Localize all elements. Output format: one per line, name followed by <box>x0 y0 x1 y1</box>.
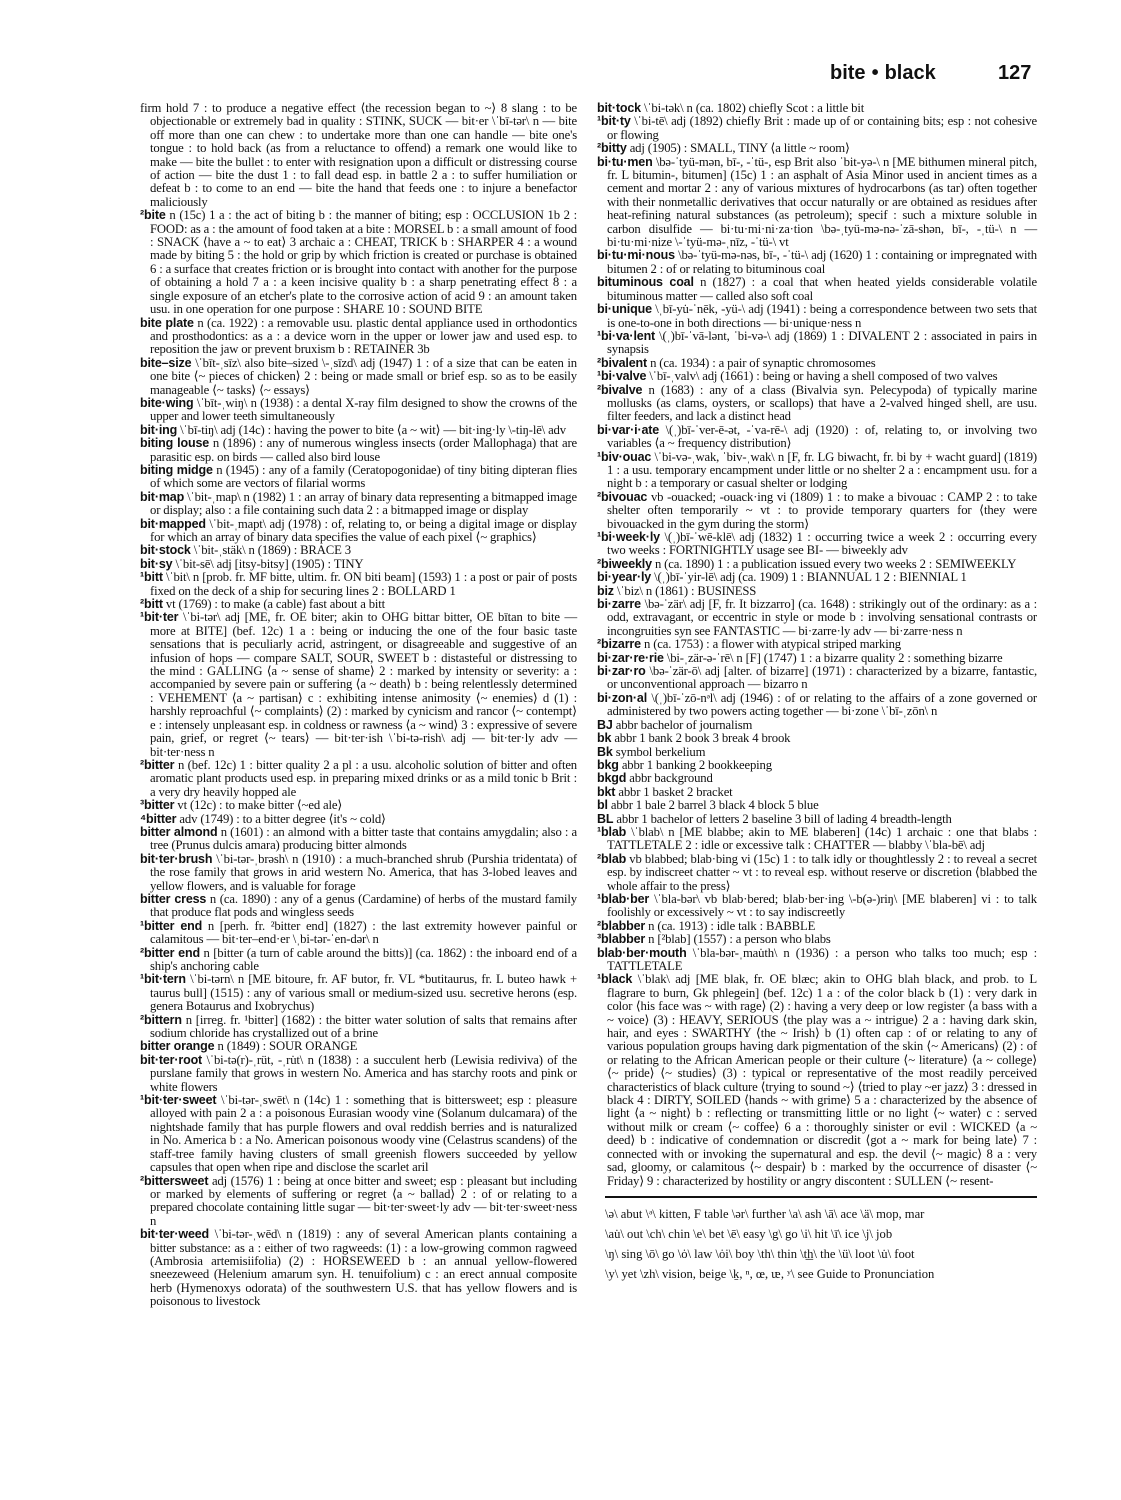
entry-definition: \(ˌ)bī-ˈzō-nᵊl\ adj (1946) : of or relating to the affairs of a zone governed or administered by two powers acting together — bi·zone \ˈbī-ˌzōn\ n <box>607 690 1037 719</box>
dictionary-entry <box>597 772 1037 785</box>
dictionary-entry <box>140 1040 577 1053</box>
entry-definition: \ˈblak\ adj [ME blak, fr. OE blæc; akin to OHG blah black, and prob. to L flagrare to burn, Gk phlegein] (bef. 12c) 1 a : of the color black b (1) : very dark in color ⟨his face was ~ with rage⟩ (2) : having a very deep or low register ⟨a bass with a ~ voice⟩ (3) : HEAVY, SERIOUS ⟨the play was a ~ intrigue⟩ 2 a : having dark skin, hair, and eyes : SWARTHY ⟨the ~ Irish⟩ b (1) often cap : of or relating to any of various population groups having dark pigmentation of the skin ⟨~ Americans⟩ (2) : of or relating to the African American people or their culture ⟨~ literature⟩ ⟨a ~ college⟩ ⟨~ pride⟩ ⟨~ studies⟩ (3) : typical or representative of the most readily perceived characteristics of black culture ⟨trying to sound ~⟩ ⟨tried to play ~er jazz⟩ 3 : dressed in black 4 : DIRTY, SOILED ⟨hands ~ with grime⟩ 5 a : characterized by the absence of light ⟨a ~ night⟩ b : reflecting or transmitting little or no light ⟨~ water⟩ c : served without milk or cream ⟨~ coffee⟩ 6 a : thoroughly sinister or evil : WICKED ⟨a ~ deed⟩ b : indicative of condemnation or discredit ⟨got a ~ mark for being late⟩ 7 : connected with or invoking the supernatural and esp. the devil ⟨~ magic⟩ 8 a : very sad, gloomy, or calamitous ⟨~ despair⟩ b : marked by the occurrence of disaster ⟨~ Friday⟩ 9 : characterized by hostility or angry discontent : SULLEN ⟨~ resent- <box>607 972 1037 1188</box>
entry-definition: \ˈbi-tək\ n (ca. 1802) chiefly Scot : a little bit <box>643 101 865 115</box>
dictionary-entry <box>140 853 577 893</box>
entry-definition: \bə-ˈzär-ō\ adj [alter. of bizarre] (1971) : characterized by a bizarre, fantastic, or unconventional approach — bizarro n <box>607 664 1037 692</box>
dictionary-entry <box>597 102 1037 115</box>
dictionary-entry <box>597 665 1037 692</box>
entry-headword: Bk <box>597 744 613 759</box>
dictionary-entry <box>597 303 1037 330</box>
entry-definition: \(ˌ)bī-ˈvā-lənt, ˈbi-və-\ adj (1869) 1 : DIVALENT 2 : associated in pairs in synapsis <box>607 328 1037 357</box>
dictionary-entry <box>597 786 1037 799</box>
dictionary-entry <box>597 947 1037 974</box>
guide-words <box>830 62 936 85</box>
entry-definition: abbr background <box>629 771 713 786</box>
left-column <box>140 102 577 1309</box>
entry-headword: ¹bit·ter <box>140 610 179 625</box>
dictionary-entry <box>597 330 1037 357</box>
dictionary-entry <box>597 598 1037 638</box>
entry-headword: bit·ter·weed <box>140 1227 210 1242</box>
dictionary-entry <box>597 249 1037 276</box>
entry-definition: \(ˌ)bī-ˈwē-klē\ adj (1832) 1 : occurring twice a week 2 : occurring every two weeks : FORTNIGHTLY usage see BI- — biweekly adv <box>607 530 1037 558</box>
entry-definition: \ˈbi-tər-ˌwēd\ n (1819) : any of several American plants containing a bitter substance: as a : either of two ragweeds: (1) : a low-growing common ragweed (Ambrosia artemisiifolia) (2) : HORSEWEED b : an annual yellow-flowered sneezeweed (Helenium amarum syn. H. tenuifolium) c : an erect annual composite herb (Hymenoxys odorata) of the southwestern U.S. that has yellow flowers and is poisonous to livestock <box>150 1227 577 1309</box>
dictionary-entry <box>140 1228 577 1308</box>
entry-definition: vt (1769) : to make (a cable) fast about a bitt <box>165 597 386 612</box>
entry-headword: bitter orange <box>140 1039 215 1054</box>
pronunciation-key-line: \y\ yet \zh\ vision, beige \ḵ, ⁿ, œ, ᵫ, ʸ\ see Guide to Pronunciation <box>605 1266 935 1281</box>
entry-headword: bkgd <box>597 771 627 786</box>
entry-definition: symbol berkelium <box>615 744 706 759</box>
entry-definition: firm hold 7 : to produce a negative effect ⟨the recession began to ~⟩ 8 slang : to be objectionable or extremely bad in quality : STINK, SUCK — bit·er \ˈbī-tər\ n — bite off more than one can chew : to undertake more than one can handle — bite one's tongue : to hold back (as from a reluctance to offend) a remark one would like to make — bite the bullet : to enter with resignation upon a difficult or distressing course of action — bite the dust 1 : to fall dead esp. in battle 2 a : to suffer humiliation or defeat b : to come to an end — bite the hand that feeds one : to injure a benefactor maliciously <box>140 101 577 209</box>
entry-definition: n [irreg. fr. ¹bitter] (1682) : the bitter water solution of salts that remains after sodium chloride has crystallized out of a brine <box>150 1012 577 1041</box>
entry-headword: ²blabber <box>597 918 646 933</box>
entry-headword: ³bitter <box>140 798 175 813</box>
dictionary-entry <box>140 947 577 974</box>
dictionary-entry <box>597 973 1037 1188</box>
dictionary-entry <box>597 558 1037 571</box>
entry-headword: ²bitty <box>597 141 627 156</box>
entry-definition: abbr bachelor of journalism <box>615 717 753 732</box>
entry-definition: \(ˌ)bī-ˈyir-lē\ adj (ca. 1909) 1 : BIANNUAL 1 2 : BIENNIAL 1 <box>654 570 967 585</box>
dictionary-entry <box>597 156 1037 250</box>
dictionary-entry <box>597 813 1037 826</box>
entry-definition: \bə-ˈzär\ adj [F, fr. It bizzarro] (ca. 1648) : strikingly out of the ordinary: as a : odd, extravagant, or eccentric in style or mode b : involving sensational contrasts or incongruities syn see FANTASTIC — bi·zarre·ly adv — bi·zarre·ness n <box>607 597 1037 638</box>
entry-headword: ¹bit·ty <box>597 114 631 129</box>
dictionary-entry <box>597 719 1037 732</box>
dictionary-entry <box>597 451 1037 491</box>
dictionary-entry <box>140 518 577 545</box>
pronunciation-key <box>605 1196 1037 1284</box>
dictionary-entry <box>597 531 1037 558</box>
dictionary-entry <box>597 920 1037 933</box>
dictionary-entry <box>140 397 577 424</box>
entry-definition: n (ca. 1753) : a flower with atypical striped marking <box>644 637 901 652</box>
dictionary-entry <box>140 826 577 853</box>
dictionary-entry <box>597 571 1037 584</box>
entry-headword: ²bitter <box>140 757 175 772</box>
entry-headword: bit·mapped <box>140 516 206 531</box>
entry-definition: \ˈbiz\ n (1861) : BUSINESS <box>616 583 757 598</box>
entry-headword: ¹bit·tern <box>140 972 186 987</box>
entry-headword: biz <box>597 583 614 598</box>
entry-definition: \ˈbit-ˌmapt\ adj (1978) : of, relating to, or being a digital image or display for which an array of binary data specifies the value of each pixel ⟨~ graphics⟩ <box>150 516 577 544</box>
dictionary-entry <box>140 102 577 209</box>
entry-definition: n (ca. 1934) : a pair of synaptic chromosomes <box>650 355 876 370</box>
dictionary-entry <box>140 1054 577 1094</box>
entry-definition: vb blabbed; blab·bing vi (15c) 1 : to talk idly or thoughtlessly 2 : to reveal a secret esp. by indiscreet chatter ~ vt : to reveal esp. without reserve or discretion ⟨blabbed the whole affair to the press⟩ <box>607 851 1037 893</box>
entry-definition: adv (1749) : to a bitter degree ⟨it's ~ cold⟩ <box>179 811 386 826</box>
entry-definition: \ˈbit\ n [prob. fr. MF bitte, ultim. fr. ON biti beam] (1593) 1 : a post or pair of posts fixed on the deck of a ship for securing lines 2 : BOLLARD 1 <box>150 570 577 598</box>
guide-word-last: black <box>884 62 936 84</box>
dictionary-entry <box>140 611 577 758</box>
entry-headword: bit·map <box>140 489 185 504</box>
entry-definition: \ˈbit-ˌmap\ n (1982) 1 : an array of binary data representing a bitmapped image or display; also : a file containing such data 2 : a bitmapped image or display <box>150 489 577 518</box>
entry-headword: bit·ter·root <box>140 1052 203 1067</box>
entry-definition: \ˈbit-sē\ adj [itsy-bitsy] (1905) : TINY <box>175 556 364 571</box>
dictionary-entry <box>597 491 1037 531</box>
entry-definition: \ˈblab\ n [ME blabbe; akin to ME blaberen] (14c) 1 archaic : one that blabs : TATTLETALE 2 : idle or excessive talk : CHATTER — blabby \ˈbla-bē\ adj <box>607 824 1037 853</box>
dictionary-entry <box>140 813 577 826</box>
entry-definition: n [²blab] (1557) : a person who blabs <box>648 932 831 947</box>
entry-definition: \bə-ˈtyü-mə-nəs, bī-, -ˈtü-\ adj (1620) 1 : containing or impregnated with bitumen 2 : of or relating to bituminous coal <box>607 248 1037 276</box>
dictionary-entry <box>140 759 577 799</box>
dictionary-entry <box>140 1014 577 1041</box>
dictionary-entry <box>597 370 1037 383</box>
entry-headword: ²bitt <box>140 597 163 612</box>
entry-headword: ¹bi·week·ly <box>597 530 660 544</box>
dictionary-entry <box>597 692 1037 719</box>
pronunciation-key-line: \ə\ abut \ᵊ\ kitten, F table \ər\ further \a\ ash \ā\ ace \ä\ mop, mar <box>605 1206 925 1221</box>
entry-headword: bite–size <box>140 355 192 370</box>
entry-definition: \ˈbi-tər-ˌswēt\ n (14c) 1 : something that is bittersweet; esp : pleasure alloyed with pain 2 a : a poisonous Eurasian woody vine (Solanum dulcamara) of the nightshade family that has purple flowers and oval reddish berries and is naturalized in No. America b : a No. American poisonous woody vine (Celastrus scandens) of the staff-tree family having clusters of small greenish flowers succeeded by yellow capsules that open when ripe and disclose the scarlet aril <box>150 1093 577 1175</box>
entry-headword: bite·wing <box>140 395 194 410</box>
entry-definition: adj (1576) 1 : being at once bitter and sweet; esp : pleasant but including or marked by elements of suffering or regret ⟨a ~ ballad⟩ 2 : of or relating to a prepared chocolate containing little sugar — bit·ter·sweet·ly adv — bit·ter·sweet·ness n <box>150 1173 577 1228</box>
entry-definition: n (ca. 1890) : any of a genus (Cardamine) of herbs of the mustard family that produce flat pods and wingless seeds <box>150 891 577 920</box>
entry-definition: n (1601) : an almond with a bitter taste that contains amygdalin; also : a tree (Prunus dulcis amara) producing bitter almonds <box>150 824 577 853</box>
dictionary-entry <box>140 464 577 491</box>
right-column <box>597 102 1037 1284</box>
entry-headword: bit·tock <box>597 101 641 115</box>
entry-headword: ¹bitter end <box>140 918 203 933</box>
entry-definition: \ˌbī-yu̇-ˈnēk, -yü-\ adj (1941) : being a correspondence between two sets that is one-to-one in both directions — bi·unique·ness n <box>607 302 1037 330</box>
entry-headword: ¹biv·ouac <box>597 449 652 464</box>
dictionary-entry <box>140 317 577 357</box>
entry-definition: n (ca. 1913) : idle talk : BABBLE <box>648 918 816 933</box>
entry-headword: bit·ter·brush <box>140 851 213 866</box>
entry-definition: adj (1905) : SMALL, TINY ⟨a little ~ room⟩ <box>629 141 850 156</box>
dictionary-entry <box>597 799 1037 812</box>
entry-headword: ¹blab·ber <box>597 891 650 906</box>
entry-definition: abbr 1 bachelor of letters 2 baseline 3 bill of lading 4 breadth-length <box>616 811 952 826</box>
dictionary-entry <box>140 424 577 437</box>
entry-headword: BL <box>597 811 614 826</box>
entry-headword: bi·tu·men <box>597 154 653 169</box>
dictionary-entry <box>140 598 577 611</box>
entry-definition: \ˈbi-tər-ˌbrəsh\ n (1910) : a much-branched shrub (Purshia tridentata) of the rose family that grows in arid western No. America, that has 3-lobed leaves and yellow flowers, and is valuable for forage <box>150 851 577 893</box>
dictionary-entry <box>597 893 1037 920</box>
entry-definition: \ˈbi-və-ˌwak, ˈbiv-ˌwak\ n [F, fr. LG biwacht, fr. bi by + wacht guard] (1819) 1 : a usu. temporary encampment under little or no shelter 2 a : encampment usu. for a night b : a temporary or casual shelter or lodging <box>607 449 1037 491</box>
entry-headword: bi·zon·al <box>597 690 648 705</box>
entry-headword: bitter cress <box>140 891 207 906</box>
dictionary-entry <box>597 652 1037 665</box>
page-number: 127 <box>998 62 1032 84</box>
entry-headword: bi·unique <box>597 302 652 317</box>
entry-headword: bk <box>597 731 612 746</box>
entry-definition: abbr 1 bank 2 book 3 break 4 brook <box>614 731 791 746</box>
entry-definition: n (1896) : any of numerous wingless insects (order Mallophaga) that are parasitic esp. on birds — called also bird louse <box>150 436 577 464</box>
entry-definition: vb -ouacked; -ouack·ing vi (1809) 1 : to make a bivouac : CAMP 2 : to take shelter often temporarily ~ vt : to provide temporary quarters for ⟨they were bivouacked in the gym during the storm⟩ <box>607 489 1037 531</box>
entry-headword: ²blab <box>597 851 627 866</box>
entry-headword: ¹bit·ter·sweet <box>140 1093 217 1108</box>
pronunciation-key-line: \au̇\ out \ch\ chin \e\ bet \ē\ easy \g\ go \i\ hit \ī\ ice \j\ job <box>605 1226 893 1241</box>
entry-headword: BJ <box>597 717 613 732</box>
dictionary-entry <box>140 799 577 812</box>
dictionary-entry <box>140 920 577 947</box>
dictionary-entry <box>597 384 1037 424</box>
dictionary-entry <box>140 1094 577 1174</box>
dictionary-entry <box>597 746 1037 759</box>
entry-headword: ¹black <box>597 972 633 987</box>
dictionary-entry <box>597 276 1037 303</box>
entry-headword: bi·zar·ro <box>597 664 646 679</box>
entry-definition: \ˈbit-ˌstäk\ n (1869) : BRACE 3 <box>193 543 351 558</box>
entry-headword: biting midge <box>140 462 213 477</box>
entry-headword: ²bivouac <box>597 489 648 504</box>
entry-definition: \ˈbī-ˌvalv\ adj (1661) : being or having a shell composed of two valves <box>649 369 998 384</box>
dictionary-entry <box>597 115 1037 142</box>
entry-headword: bite plate <box>140 315 194 330</box>
entry-definition: n (ca. 1922) : a removable usu. plastic dental appliance used in orthodontics and prosthodontics: as a : a device worn in the upper or lower jaw and used esp. to reposition the jaw or prevent bruxism b : RETAINER 3b <box>150 315 577 357</box>
entry-headword: bkt <box>597 784 616 799</box>
entry-headword: ²bittern <box>140 1012 182 1027</box>
entry-headword: bi·tu·mi·nous <box>597 248 675 263</box>
dictionary-entry <box>140 893 577 920</box>
entry-definition: \bi-ˌzär-ə-ˈrē\ n [F] (1747) 1 : a bizarre quality 2 : something bizarre <box>666 650 1003 665</box>
entry-headword: ¹bi·va·lent <box>597 328 656 343</box>
dictionary-entry <box>597 759 1037 772</box>
entry-headword: ²bizarre <box>597 637 641 652</box>
dictionary-entry <box>140 437 577 464</box>
entry-headword: ²bitter end <box>140 945 200 960</box>
dictionary-entry <box>597 424 1037 451</box>
entry-headword: bi·year·ly <box>597 570 652 585</box>
entry-headword: bit·stock <box>140 543 191 558</box>
entry-definition: n (1683) : any of a class (Bivalvia syn. Pelecypoda) of typically marine mollusks (as clams, oysters, or scallops) that have a 2-valved hinged shell, are usu. filter feeders, and lack a distinct head <box>607 382 1037 424</box>
entry-headword: ²bivalent <box>597 355 648 370</box>
entry-headword: bit·ing <box>140 422 178 437</box>
entry-headword: ²biweekly <box>597 556 652 571</box>
entry-definition: \ˈbi-tə(r)-ˌrüt, -ˌru̇t\ n (1838) : a succulent herb (Lewisia rediviva) of the purslane family that grows in western No. America and has starchy roots and pink or white flowers <box>150 1052 577 1094</box>
entry-definition: \bə-ˈtyü-mən, bī-, -ˈtü-, esp Brit also ˈbit-yə-\ n [ME bithumen mineral pitch, fr. L bitumin-, bitumen] (15c) 1 : an asphalt of Asia Minor used in ancient times as a cement and mortar 2 : any of various mixtures of hydrocarbons (as tar) often together with their nonmetallic derivatives that occur naturally or are obtained as residues after heat-refining natural substances (as petroleum); specif : such a mixture soluble in carbon disulfide — bi·tu·mi·ni·za·tion \bə-ˌtyü-mə-nə-ˈzā-shən, bī-, -ˌtü-\ n — bi·tu·mi·nize \-ˈtyü-mə-ˌnīz, -ˈtü-\ vt <box>607 154 1037 250</box>
entry-headword: ¹bi·valve <box>597 369 647 384</box>
dictionary-entry <box>597 853 1037 893</box>
entry-headword: ⁴bitter <box>140 811 177 826</box>
right-column-entries <box>597 102 1037 1188</box>
entry-headword: ³blabber <box>597 932 646 947</box>
guide-word-first: bite <box>830 62 866 84</box>
dictionary-entry <box>597 732 1037 745</box>
dictionary-entry <box>140 209 577 316</box>
entry-definition: n (1945) : any of a family (Ceratopogonidae) of tiny biting dipteran flies of which some are vectors of filarial worms <box>150 462 577 491</box>
entry-definition: \ˈbla-bər-ˌmau̇th\ n (1936) : a person who talks too much; esp : TATTLETALE <box>607 945 1037 973</box>
dictionary-entry <box>597 142 1037 155</box>
dictionary-entry <box>140 544 577 557</box>
entry-headword: blab·ber·mouth <box>597 945 687 960</box>
entry-definition: \ˈbi-tər\ adj [ME, fr. OE biter; akin to OHG bittar bitter, OE bītan to bite — more at BITE] (bef. 12c) 1 a : being or inducing the one of the four basic taste sensations that is peculiarly acrid, astringent, or disagreeable and suggestive of an infusion of hops — compare SALT, SOUR, SWEET b : distasteful or distressing to the mind : GALLING ⟨a ~ sense of shame⟩ 2 : marked by intensity or severity: a : accompanied by severe pain or suffering ⟨a ~ death⟩ b : being relentlessly determined : VEHEMENT ⟨a ~ partisan⟩ c : exhibiting intense animosity ⟨~ enemies⟩ d (1) : harshly reproachful ⟨~ complaints⟩ (2) : marked by cynicism and rancor ⟨~ contempt⟩ e : intensely unpleasant esp. in coldness or rawness ⟨a ~ wind⟩ 3 : expressive of severe pain, grief, or regret ⟨~ tears⟩ — bit·ter·ish \ˈbi-tə-rish\ adj — bit·ter·ly adv — bit·ter·ness n <box>150 610 577 759</box>
entry-definition: abbr 1 banking 2 bookkeeping <box>621 757 772 772</box>
entry-definition: vt (12c) : to make bitter ⟨~ed ale⟩ <box>177 798 343 813</box>
dictionary-entry <box>597 826 1037 853</box>
dictionary-entry <box>140 558 577 571</box>
entry-headword: ¹bitt <box>140 570 163 585</box>
entry-headword: bi·zar·re·rie <box>597 650 664 665</box>
dictionary-entry <box>140 973 577 1013</box>
guide-separator: • <box>871 62 879 84</box>
entry-headword: bi·var·i·ate <box>597 422 660 437</box>
entry-headword: ²bivalve <box>597 382 643 397</box>
entry-definition: \ˈbīt-ˌwiŋ\ n (1938) : a dental X-ray film designed to show the crowns of the upper and lower teeth simultaneously <box>150 395 577 424</box>
entry-headword: ²bite <box>140 208 166 223</box>
entry-definition: \(ˌ)bī-ˈver-ē-ət, -ˈva-rē-\ adj (1920) : of, relating to, or involving two variables ⟨a ~ frequency distribution⟩ <box>607 422 1037 451</box>
entry-headword: bkg <box>597 757 619 772</box>
dictionary-entry <box>597 585 1037 598</box>
entry-definition: n (bef. 12c) 1 : bitter quality 2 a pl : a usu. alcoholic solution of bitter and often aromatic plant products used esp. in preparing mixed drinks or as a mild tonic b Brit : a very dry heavily hopped ale <box>150 757 577 799</box>
entry-headword: ¹blab <box>597 824 627 839</box>
entry-definition: abbr 1 basket 2 bracket <box>618 784 733 799</box>
entry-definition: \ˈbi-tē\ adj (1892) chiefly Brit : made up of or containing bits; esp : not cohesive or flowing <box>607 114 1037 142</box>
entry-headword: bit·sy <box>140 556 173 571</box>
entry-headword: bi·zarre <box>597 597 641 612</box>
dictionary-entry <box>140 571 577 598</box>
entry-headword: ²bittersweet <box>140 1173 209 1188</box>
pronunciation-key-line: \ŋ\ sing \ō\ go \ȯ\ law \ȯi\ boy \th\ thin \t͟h\ the \ü\ loot \u̇\ foot <box>605 1246 915 1261</box>
entry-definition: \ˈbla-bər\ vb blab·bered; blab·ber·ing \-b(ə-)riŋ\ [ME blaberen] vi : to talk foolishly or excessively ~ vt : to say indiscreetly <box>607 891 1037 920</box>
dictionary-entry <box>140 357 577 397</box>
dictionary-entry <box>140 491 577 518</box>
dictionary-entry <box>597 638 1037 651</box>
entry-headword: biting louse <box>140 436 210 451</box>
entry-headword: bl <box>597 798 608 813</box>
entry-definition: \ˈbi-tərn\ n [ME bitoure, fr. AF butor, fr. VL *butitaurus, fr. L buteo hawk + taurus bull] (1515) : any of various small or medium-sized usu. secretive herons (esp. genera Botaurus and Ixobrychus) <box>150 972 578 1014</box>
entry-definition: n (1849) : SOUR ORANGE <box>217 1039 358 1054</box>
entry-definition: n (1827) : a coal that when heated yields considerable volatile bituminous matter — called also soft coal <box>607 275 1038 303</box>
entry-definition: \ˈbī-tiŋ\ adj (14c) : having the power to bite ⟨a ~ wit⟩ — bit·ing·ly \-tiŋ-lē\ adv <box>180 422 566 437</box>
entry-headword: bitter almond <box>140 824 218 839</box>
dictionary-entry <box>597 933 1037 946</box>
entry-definition: n (15c) 1 a : the act of biting b : the manner of biting; esp : OCCLUSION 1b 2 : FOOD: as a : the amount of food taken at a bite : MORSEL b : a small amount of food : SNACK ⟨have a ~ to eat⟩ 3 archaic a : CHEAT, TRICK b : SHARPER 4 : a wound made by biting 5 : the hold or grip by which friction is created or purchase is obtained 6 : a surface that creates friction or is brought into contact with another for the purpose of obtaining a hold 7 a : a keen incisive quality b : a sharp penetrating effect 8 : a single exposure of an etcher's plate to the corrosive action of acid 9 : an amount taken usu. in one operation for one purpose : SHARE 10 : SOUND BITE <box>150 208 577 317</box>
dictionary-entry <box>140 1175 577 1229</box>
entry-definition: abbr 1 bale 2 barrel 3 black 4 block 5 blue <box>610 798 819 813</box>
entry-headword: bituminous coal <box>597 275 694 290</box>
entry-definition: n (ca. 1890) 1 : a publication issued every two weeks 2 : SEMIWEEKLY <box>654 556 1017 571</box>
entry-definition: n [bitter (a turn of cable around the bitts)] (ca. 1862) : the inboard end of a ship's anchoring cable <box>150 945 577 973</box>
entry-definition: \ˈbīt-ˌsīz\ also bite–sized \-ˌsīzd\ adj (1947) 1 : of a size that can be eaten in one bite ⟨~ pieces of chicken⟩ 2 : being or made small or brief esp. so as to be easily manageable ⟨~ tasks⟩ ⟨~ essays⟩ <box>150 355 577 397</box>
dictionary-entry <box>597 357 1037 370</box>
entry-definition: n [perh. fr. ²bitter end] (1827) : the last extremity however painful or calamitous — bit·ter–end·er \ˌbi-tər-ˈen-dər\ n <box>150 918 577 947</box>
